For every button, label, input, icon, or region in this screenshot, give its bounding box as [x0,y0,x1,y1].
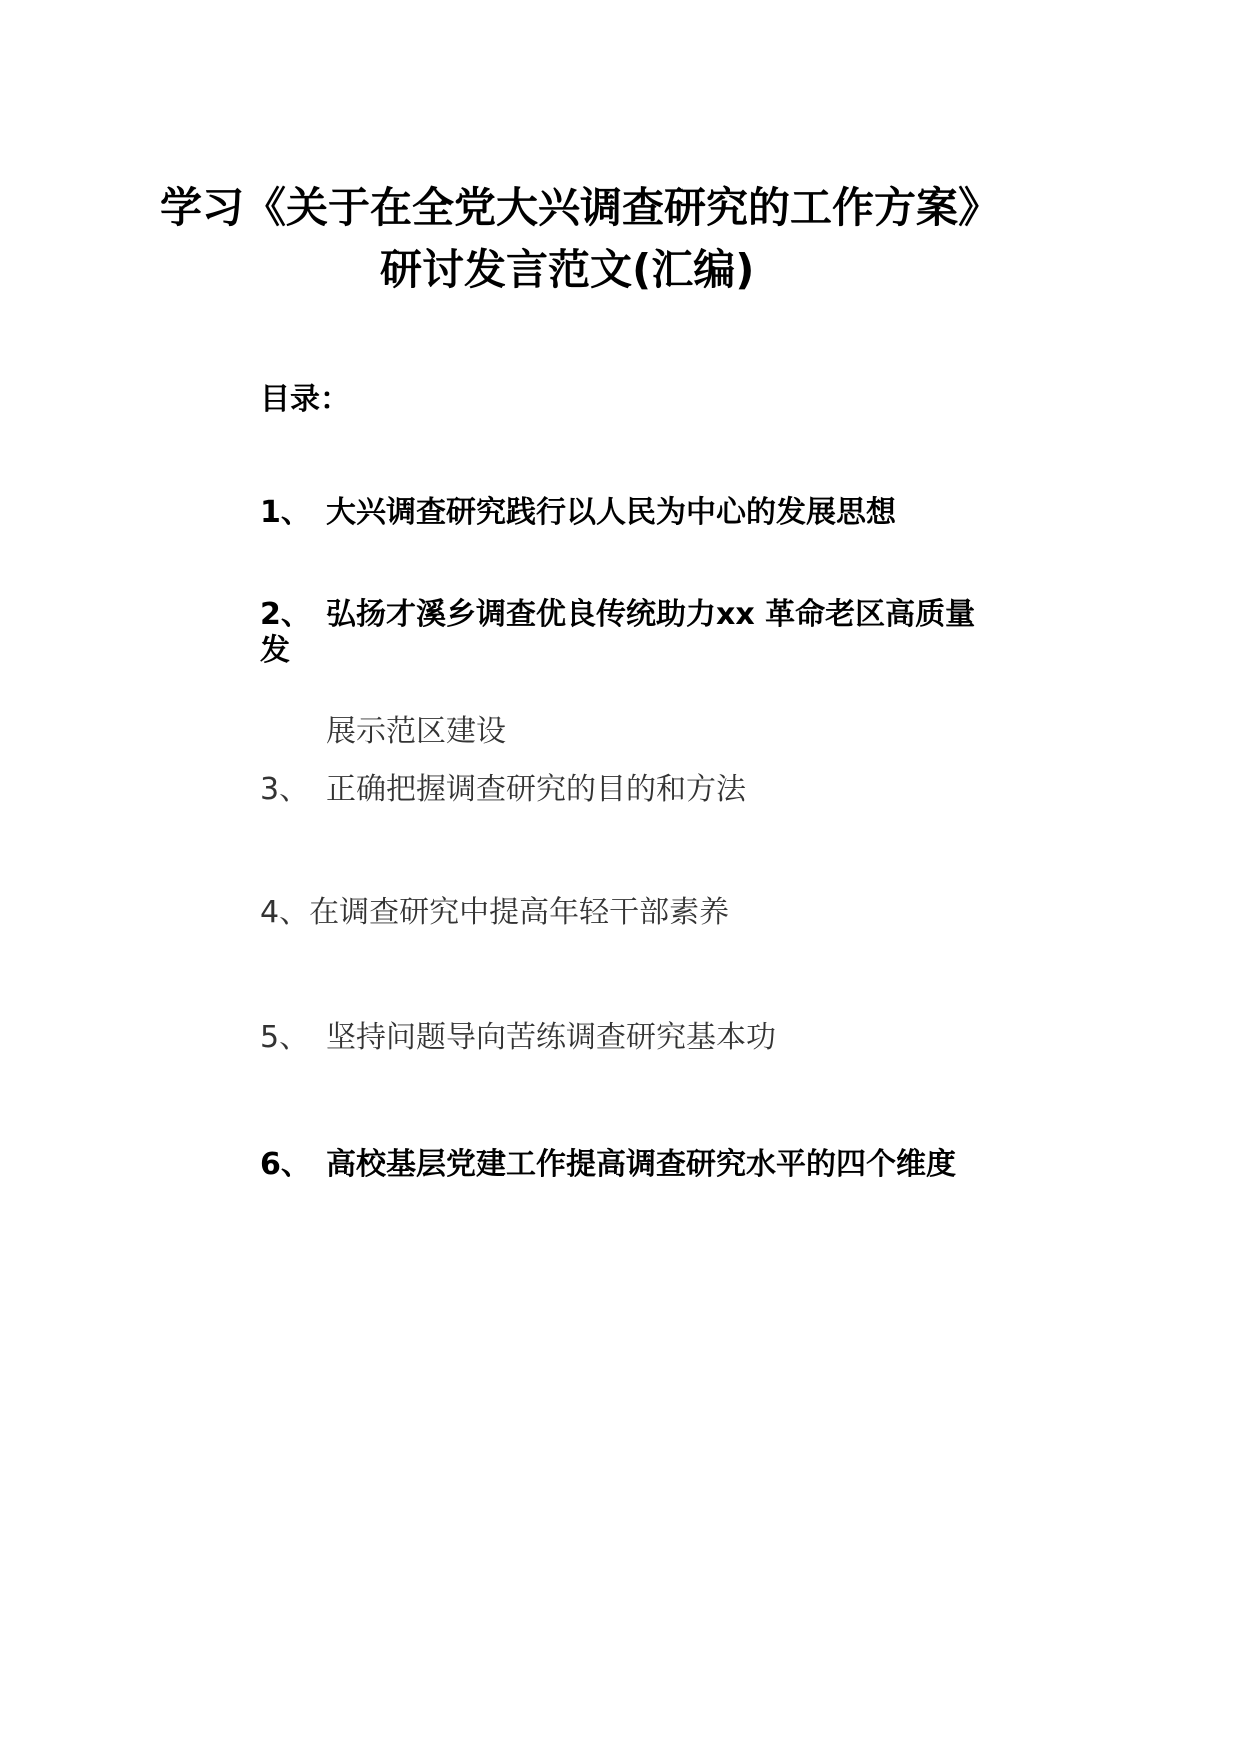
toc-item-2-continuation: 展示范区建设 [326,714,506,749]
toc-item-text: 弘扬才溪乡调查优良传统助力xx 革命老区高质量 [326,597,976,632]
toc-item-number: 6、 [260,1147,311,1182]
toc-item-2 [260,596,975,634]
toc-item-text: 在调查研究中提高年轻干部素养 [309,895,730,930]
toc-item-number: 2、 [260,597,311,632]
toc-item-1 [260,494,896,532]
toc-item-number: 1、 [260,495,311,530]
toc-label: 目录： [260,382,350,417]
toc-item-number: 3、 [260,772,310,807]
toc-item-3 [260,771,746,809]
toc-item-6 [260,1146,956,1184]
toc-item-text: 大兴调查研究践行以人民为中心的发展思想 [326,495,896,530]
document-title-line-2: 研讨发言范文(汇编) [380,245,755,294]
toc-item-2-wrap: 发 [260,633,290,668]
toc-item-text: 坚持问题导向苦练调查研究基本功 [326,1020,776,1055]
document-title-line-1: 学习《关于在全党大兴调查研究的工作方案》 [160,183,1001,232]
toc-item-text: 高校基层党建工作提高调查研究水平的四个维度 [326,1147,956,1182]
toc-item-number: 5、 [260,1020,310,1055]
toc-item-text: 正确把握调查研究的目的和方法 [326,772,746,807]
toc-item-number: 4、 [260,895,310,930]
toc-item-5 [260,1019,776,1057]
toc-item-4 [260,894,729,932]
